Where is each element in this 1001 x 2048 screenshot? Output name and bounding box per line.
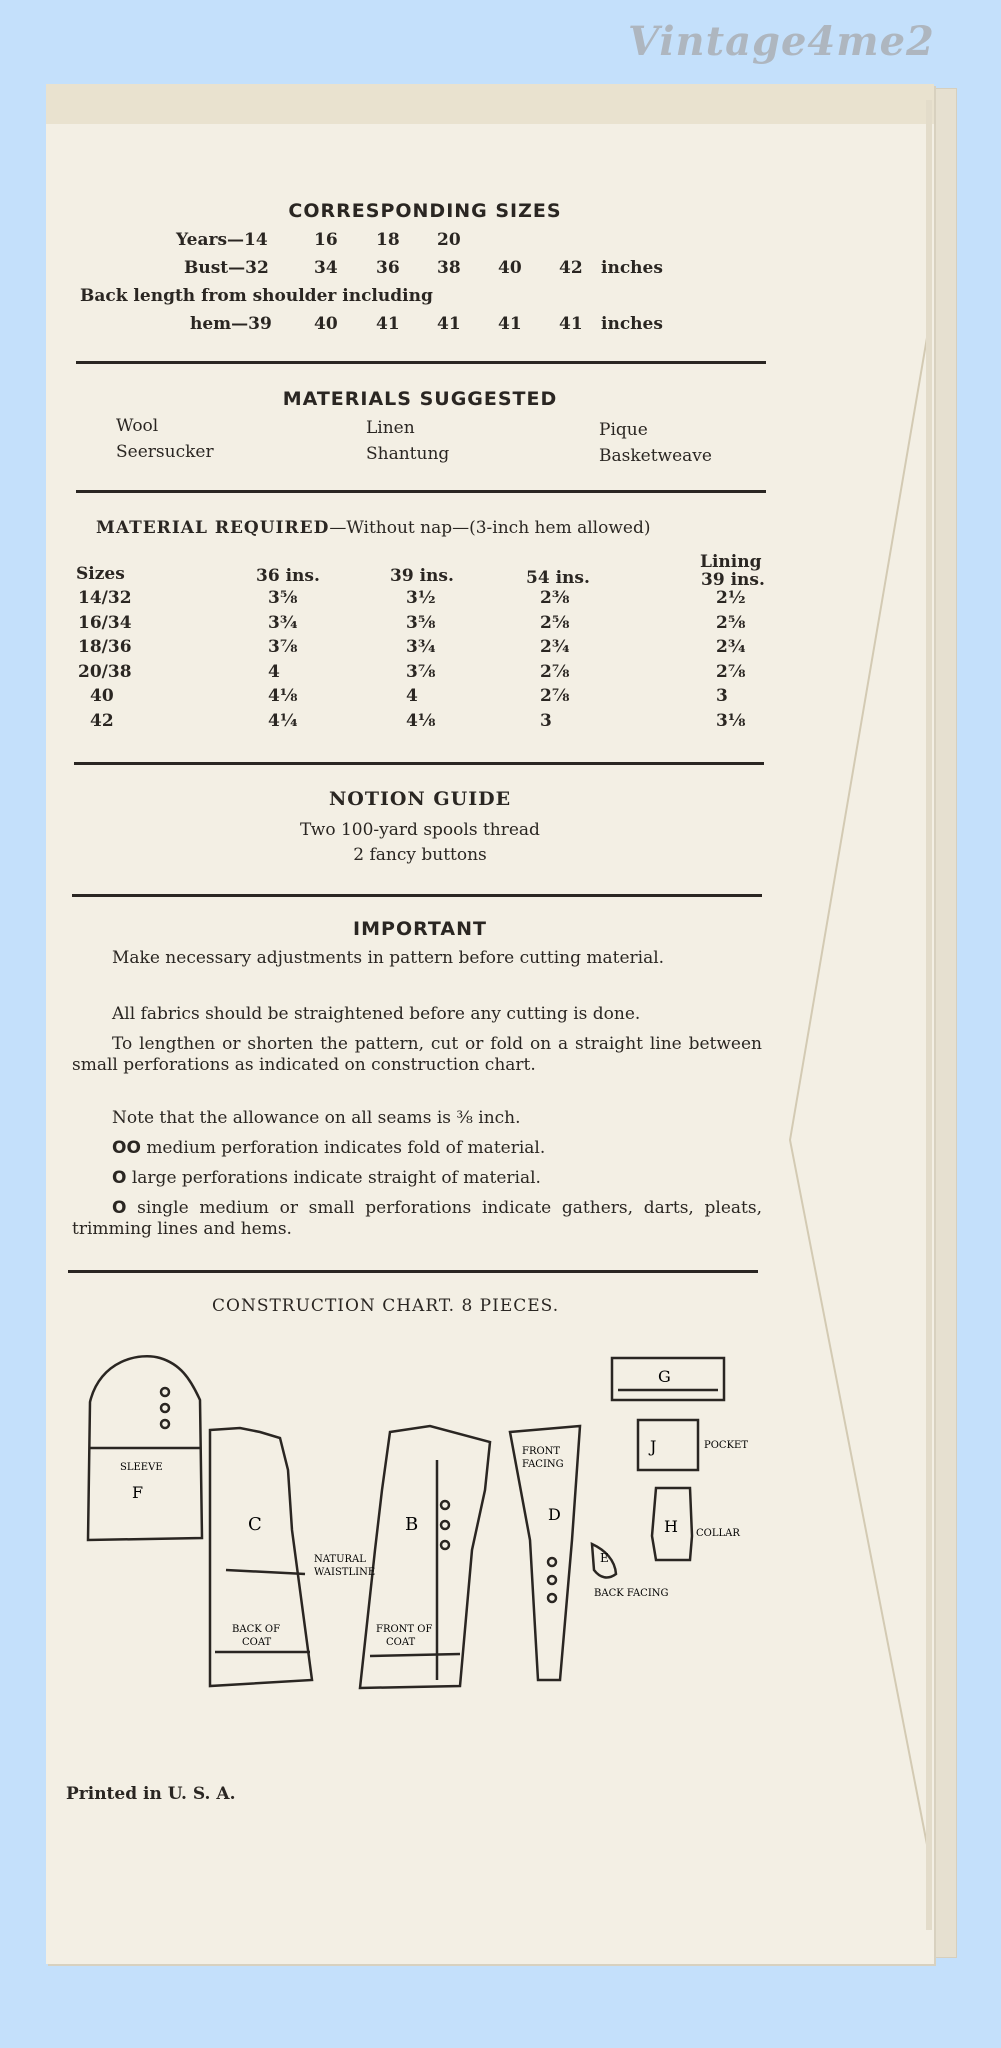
hem-value: 41 [437, 314, 461, 334]
important-para: All fabrics should be straightened before any cutting is done. [112, 1004, 641, 1024]
piece-letter: B [405, 1514, 419, 1535]
notion-guide-title: NOTION GUIDE [328, 788, 512, 810]
facing-label: FACING [522, 1459, 564, 1470]
yardage-cell: 2¾ [716, 637, 746, 657]
yardage-cell: 3¾ [268, 612, 298, 633]
yardage-cell: 3 [540, 710, 552, 731]
yardage-cell: 3 [716, 686, 728, 706]
hem-label: hem—39 [190, 314, 272, 334]
sizes-title: CORRESPONDING SIZES [288, 200, 562, 222]
yardage-cell: 2⅝ [716, 612, 746, 633]
yardage-cell: 2⅞ [716, 661, 746, 682]
button-mark-icon [441, 1521, 449, 1529]
divider [72, 894, 762, 897]
important-para: To lengthen or shorten the pattern, cut or fold on a straight line between small perforations as indicated on construction chart. [72, 1034, 762, 1075]
piece-letter: G [658, 1367, 671, 1386]
button-mark-icon [441, 1541, 449, 1549]
size-cell: 18/36 [78, 637, 132, 657]
double-perforation-icon: OO [112, 1138, 141, 1158]
front-label: FRONT OF [376, 1624, 433, 1635]
back-facing-label: BACK FACING [594, 1588, 669, 1599]
yardage-cell: 2½ [716, 588, 746, 608]
bust-label: Bust—32 [184, 258, 269, 278]
perforation-icon [161, 1388, 169, 1396]
column-header: 39 ins. [701, 570, 765, 590]
important-text: medium perforation indicates fold of material. [146, 1138, 546, 1158]
yardage-cell: 3⅝ [268, 588, 298, 608]
yardage-cell: 2⅞ [540, 661, 570, 682]
bust-value: 34 [314, 258, 338, 278]
envelope-flap-fold [760, 100, 960, 1930]
hem-value: 41 [498, 314, 522, 334]
years-label: Years—14 [176, 230, 268, 250]
sleeve-name: SLEEVE [120, 1462, 163, 1473]
construction-title: CONSTRUCTION CHART. 8 PIECES. [212, 1296, 560, 1316]
size-cell: 20/38 [78, 661, 132, 682]
material-item: Basketweave [599, 446, 712, 466]
bust-value: 40 [498, 258, 522, 278]
size-cell: 14/32 [78, 588, 132, 608]
pocket-piece-outline [638, 1420, 698, 1470]
bust-unit: inches [601, 258, 663, 278]
large-perforation-icon: O [112, 1168, 127, 1188]
back-label: COAT [242, 1637, 272, 1648]
yardage-cell: 4 [268, 661, 280, 682]
construction-chart [60, 1340, 780, 1760]
piece-letter: C [248, 1514, 262, 1535]
front-piece-outline [360, 1426, 490, 1688]
collar-label: COLLAR [696, 1528, 740, 1539]
material-item: Seersucker [116, 442, 214, 462]
yardage-cell: 2⅞ [540, 686, 570, 706]
yardage-cell: 4⅛ [406, 710, 436, 731]
column-header: 54 ins. [526, 568, 590, 588]
front-label: COAT [386, 1637, 416, 1648]
perforation-icon [161, 1420, 169, 1428]
bust-value: 36 [376, 258, 400, 278]
notion-line: 2 fancy buttons [353, 845, 487, 865]
important-para: Note that the allowance on all seams is ⅜ inch. [112, 1108, 521, 1128]
back-length-label: Back length from shoulder including [80, 286, 433, 306]
divider [76, 490, 766, 493]
hem-line [370, 1654, 460, 1656]
divider [74, 762, 764, 765]
years-value: 16 [314, 230, 338, 250]
button-mark-icon [548, 1594, 556, 1602]
perforation-icon [161, 1404, 169, 1412]
bust-value: 38 [437, 258, 461, 278]
notion-line: Two 100-yard spools thread [300, 820, 540, 840]
divider [76, 361, 766, 364]
yardage-cell: 4 [406, 686, 418, 706]
material-required-title: MATERIAL REQUIRED [96, 518, 330, 538]
button-mark-icon [548, 1558, 556, 1566]
yardage-cell: 3¾ [406, 637, 436, 657]
hem-unit: inches [601, 314, 663, 334]
piece-letter: E [600, 1551, 609, 1565]
yardage-cell: 3½ [406, 588, 436, 608]
column-header: Sizes [76, 564, 125, 584]
yardage-cell: 3⅛ [716, 710, 746, 731]
years-value: 20 [437, 230, 461, 250]
important-title: IMPORTANT [353, 918, 487, 940]
important-para-straight [112, 1168, 772, 1189]
material-item: Wool [116, 416, 159, 436]
printed-in-label: Printed in U. S. A. [66, 1784, 236, 1804]
important-para: Make necessary adjustments in pattern before cutting material. [112, 948, 665, 968]
column-header: Lining [700, 552, 762, 572]
material-item: Linen [366, 418, 415, 438]
yardage-cell: 3⅞ [268, 637, 298, 657]
yardage-cell: 3⅞ [406, 661, 436, 682]
piece-letter: F [132, 1483, 144, 1502]
button-mark-icon [548, 1576, 556, 1584]
important-text: large perforations indicate straight of material. [131, 1168, 541, 1188]
material-required-subtitle: —Without nap—(3-inch hem allowed) [329, 518, 651, 538]
column-header: 36 ins. [256, 566, 320, 586]
pocket-label: POCKET [704, 1440, 749, 1451]
years-value: 18 [376, 230, 400, 250]
hem-value: 40 [314, 314, 338, 334]
material-item: Pique [599, 420, 648, 440]
materials-title: MATERIALS SUGGESTED [282, 388, 558, 410]
size-cell: 16/34 [78, 612, 132, 633]
bust-value: 42 [559, 258, 583, 278]
button-mark-icon [441, 1501, 449, 1509]
waistline-label: NATURAL [314, 1554, 366, 1565]
hem-value: 41 [559, 314, 583, 334]
hem-value: 41 [376, 314, 400, 334]
piece-letter: H [664, 1517, 678, 1536]
material-item: Shantung [366, 444, 450, 464]
important-text: single medium or small perforations indicate gathers, darts, pleats, trimming lines and hems. [72, 1198, 762, 1239]
yardage-cell: 3⅝ [406, 612, 436, 633]
waistline-marker [226, 1570, 305, 1574]
watermark: Vintage4me2 [628, 18, 935, 65]
yardage-cell: 2⅜ [540, 588, 570, 608]
piece-letter: J [650, 1437, 657, 1456]
yardage-cell: 2¾ [540, 637, 570, 657]
size-cell: 40 [90, 686, 114, 706]
facing-label: FRONT [522, 1446, 561, 1457]
important-para-gathers [72, 1198, 762, 1240]
size-cell: 42 [90, 710, 114, 731]
column-header: 39 ins. [390, 566, 454, 586]
single-perforation-icon: O [112, 1198, 127, 1218]
material-required-heading [96, 518, 650, 538]
piece-letter: D [548, 1505, 561, 1524]
waistline-label: WAISTLINE [314, 1567, 376, 1578]
divider [68, 1270, 758, 1273]
yardage-cell: 4¼ [268, 710, 298, 731]
yardage-cell: 4⅛ [268, 686, 298, 706]
back-label: BACK OF [232, 1624, 281, 1635]
important-para-fold [112, 1138, 772, 1159]
yardage-cell: 2⅝ [540, 612, 570, 633]
